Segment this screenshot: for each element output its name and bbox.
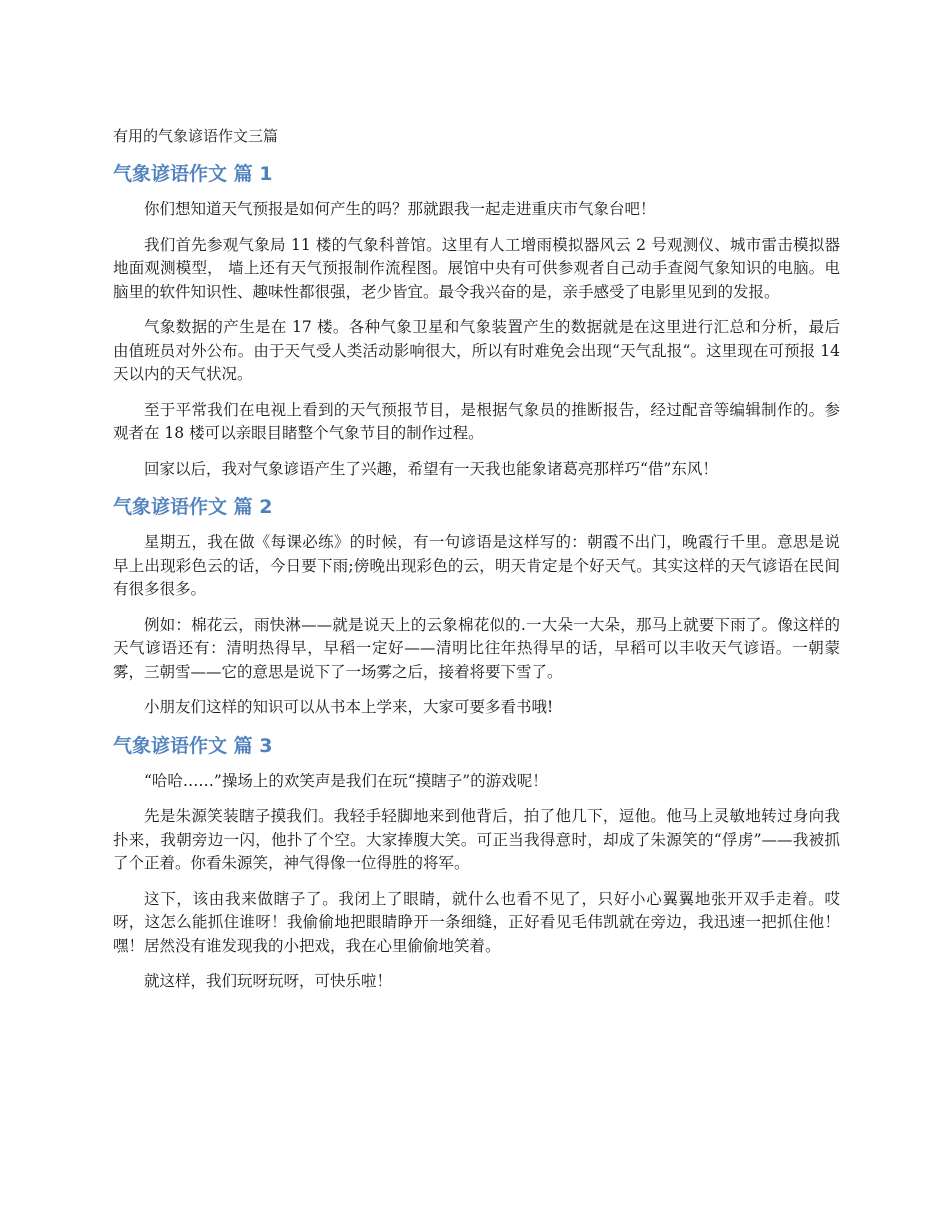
document-body — [113, 124, 840, 1006]
essay-section-2 — [113, 493, 840, 720]
section-heading: 气象谚语作文 篇 2 — [113, 496, 273, 518]
section-heading: 气象谚语作文 篇 3 — [113, 734, 273, 757]
document-title: 有用的气象谚语作文三篇 — [113, 127, 279, 145]
paragraph: 气象数据的产生是在 17 楼。各种气象卫星和气象装置产生的数据就是在这里进行汇总和分析，最后由值班员对外公布。由于天气受人类活动影响很大，所以有时难免会出现“天气乱报“。这里现在可预报 14 天以内的天气状况。 — [113, 318, 840, 383]
paragraph: 至于平常我们在电视上看到的天气预报节目，是根据气象员的推断报告，经过配音等编辑制作的。参观者在 18 楼可以亲眼目睹整个气象节目的制作过程。 — [113, 400, 840, 442]
paragraph: 你们想知道天气预报是如何产生的吗？那就跟我一起走进重庆市气象台吧！ — [144, 200, 656, 218]
paragraph: “哈哈……”操场上的欢笑声是我们在玩“摸瞎子”的游戏呢！ — [144, 771, 548, 790]
paragraph: 我们首先参观气象局 11 楼的气象科普馆。这里有人工增雨模拟器风云 2 号观测仪、城市雷击模拟器地面观测模型， 墙上还有天气预报制作流程图。展馆中央有可供参观者自己动手查阅气象知识的电脑。电脑里的软件知识性、趣味性都很强，老少皆宜。最令我兴奋的是，亲手感受了电影里见到的发报。 — [113, 235, 840, 301]
essay-section-1 — [113, 160, 840, 481]
paragraph: 回家以后，我对气象谚语产生了兴趣，希望有一天我也能象诸葛亮那样巧“借”东风！ — [144, 459, 718, 478]
paragraph: 小朋友们这样的知识可以从书本上学来，大家可要多看书哦! — [144, 698, 554, 716]
paragraph: 就这样，我们玩呀玩呀，可快乐啦！ — [144, 972, 393, 990]
section-heading: 气象谚语作文 篇 1 — [113, 163, 273, 185]
paragraph: 例如：棉花云，雨快淋——就是说天上的云象棉花似的.一大朵一大朵，那马上就要下雨了。像这样的天气谚语还有：清明热得早，早稻一定好——清明比往年热得早的话，早稻可以丰收天气谚语。一朝蒙雾，三朝雪——它的意思是说下了一场雾之后，接着将要下雪了。 — [113, 615, 840, 681]
paragraph: 星期五，我在做《每课必练》的时候，有一句谚语是这样写的：朝霞不出门，晚霞行千里。意思是说早上出现彩色云的话，今日要下雨;傍晚出现彩色的云，明天肯定是个好天气。其实这样的天气谚语在民间有很多很多。 — [113, 533, 840, 598]
essay-section-3 — [113, 732, 840, 994]
paragraph: 先是朱源笑装瞎子摸我们。我轻手轻脚地来到他背后，拍了他几下，逗他。他马上灵敏地转过身向我扑来，我朝旁边一闪，他扑了个空。大家捧腹大笑。可正当我得意时，却成了朱源笑的“俘虏”——我被抓了个正着。你看朱源笑，神气得像一位得胜的将军。 — [113, 807, 840, 872]
paragraph: 这下，该由我来做瞎子了。我闭上了眼睛，就什么也看不见了，只好小心翼翼地张开双手走着。哎呀，这怎么能抓住谁呀！我偷偷地把眼睛睁开一条细缝，正好看见毛伟凯就在旁边，我迅速一把抓住他！嘿！居然没有谁发现我的小把戏，我在心里偷偷地笑着。 — [113, 889, 840, 955]
